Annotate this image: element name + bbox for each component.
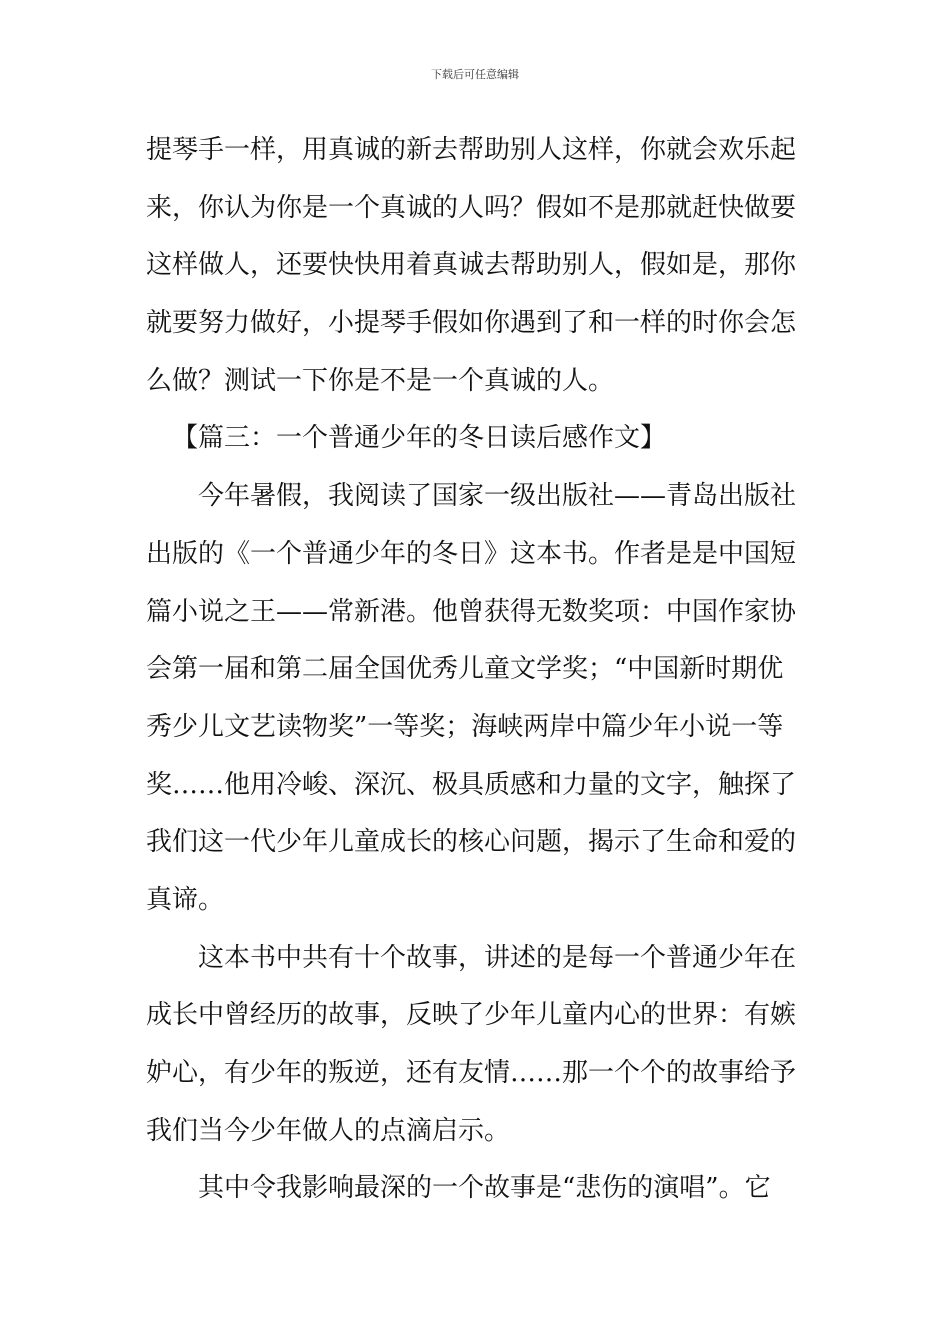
body-line: 我们当今少年做人的点滴启示。 xyxy=(146,1115,511,1146)
body-line: 成长中曾经历的故事，反映了少年儿童内心的世界：有嫉 xyxy=(146,1000,797,1031)
body-line: 我们这一代少年儿童成长的核心问题，揭示了生命和爱的 xyxy=(146,827,797,858)
body-line: 秀少儿文艺读物奖”一等奖；海峡两岸中篇少年小说一等 xyxy=(146,711,784,742)
paragraph-first-line: 这本书中共有十个故事，讲述的是每一个普通少年在 xyxy=(198,942,797,973)
body-line: 么做？测试一下你是不是一个真诚的人。 xyxy=(146,365,615,396)
document-body xyxy=(146,122,806,1218)
body-line: 妒心，有少年的叛逆，还有友情……那一个个的故事给予 xyxy=(146,1058,797,1088)
body-line: 奖……他用冷峻、深沉、极具质感和力量的文字，触探了 xyxy=(146,769,797,800)
body-line: 就要努力做好，小提琴手假如你遇到了和一样的时你会怎 xyxy=(146,308,797,339)
body-line: 这样做人，还要快快用着真诚去帮助别人，假如是，那你 xyxy=(146,250,797,281)
section-heading: 【篇三：一个普通少年的冬日读后感作文】 xyxy=(172,423,667,454)
page-header: 下载后可任意编辑 xyxy=(431,68,519,81)
paragraph-first-line: 其中令我影响最深的一个故事是“悲伤的演唱”。它 xyxy=(198,1173,771,1204)
body-line: 来，你认为你是一个真诚的人吗？假如不是那就赶快做要 xyxy=(146,192,797,223)
body-line: 真谛。 xyxy=(146,884,225,915)
body-line: 提琴手一样，用真诚的新去帮助别人这样，你就会欢乐起 xyxy=(146,135,797,165)
body-line: 会第一届和第二届全国优秀儿童文学奖；“中国新时期优 xyxy=(146,654,784,685)
body-line: 出版的《一个普通少年的冬日》这本书。作者是是中国短 xyxy=(146,538,797,569)
paragraph-first-line: 今年暑假，我阅读了国家一级出版社——青岛出版社 xyxy=(198,481,797,512)
body-line: 篇小说之王——常新港。他曾获得无数奖项：中国作家协 xyxy=(146,596,797,627)
